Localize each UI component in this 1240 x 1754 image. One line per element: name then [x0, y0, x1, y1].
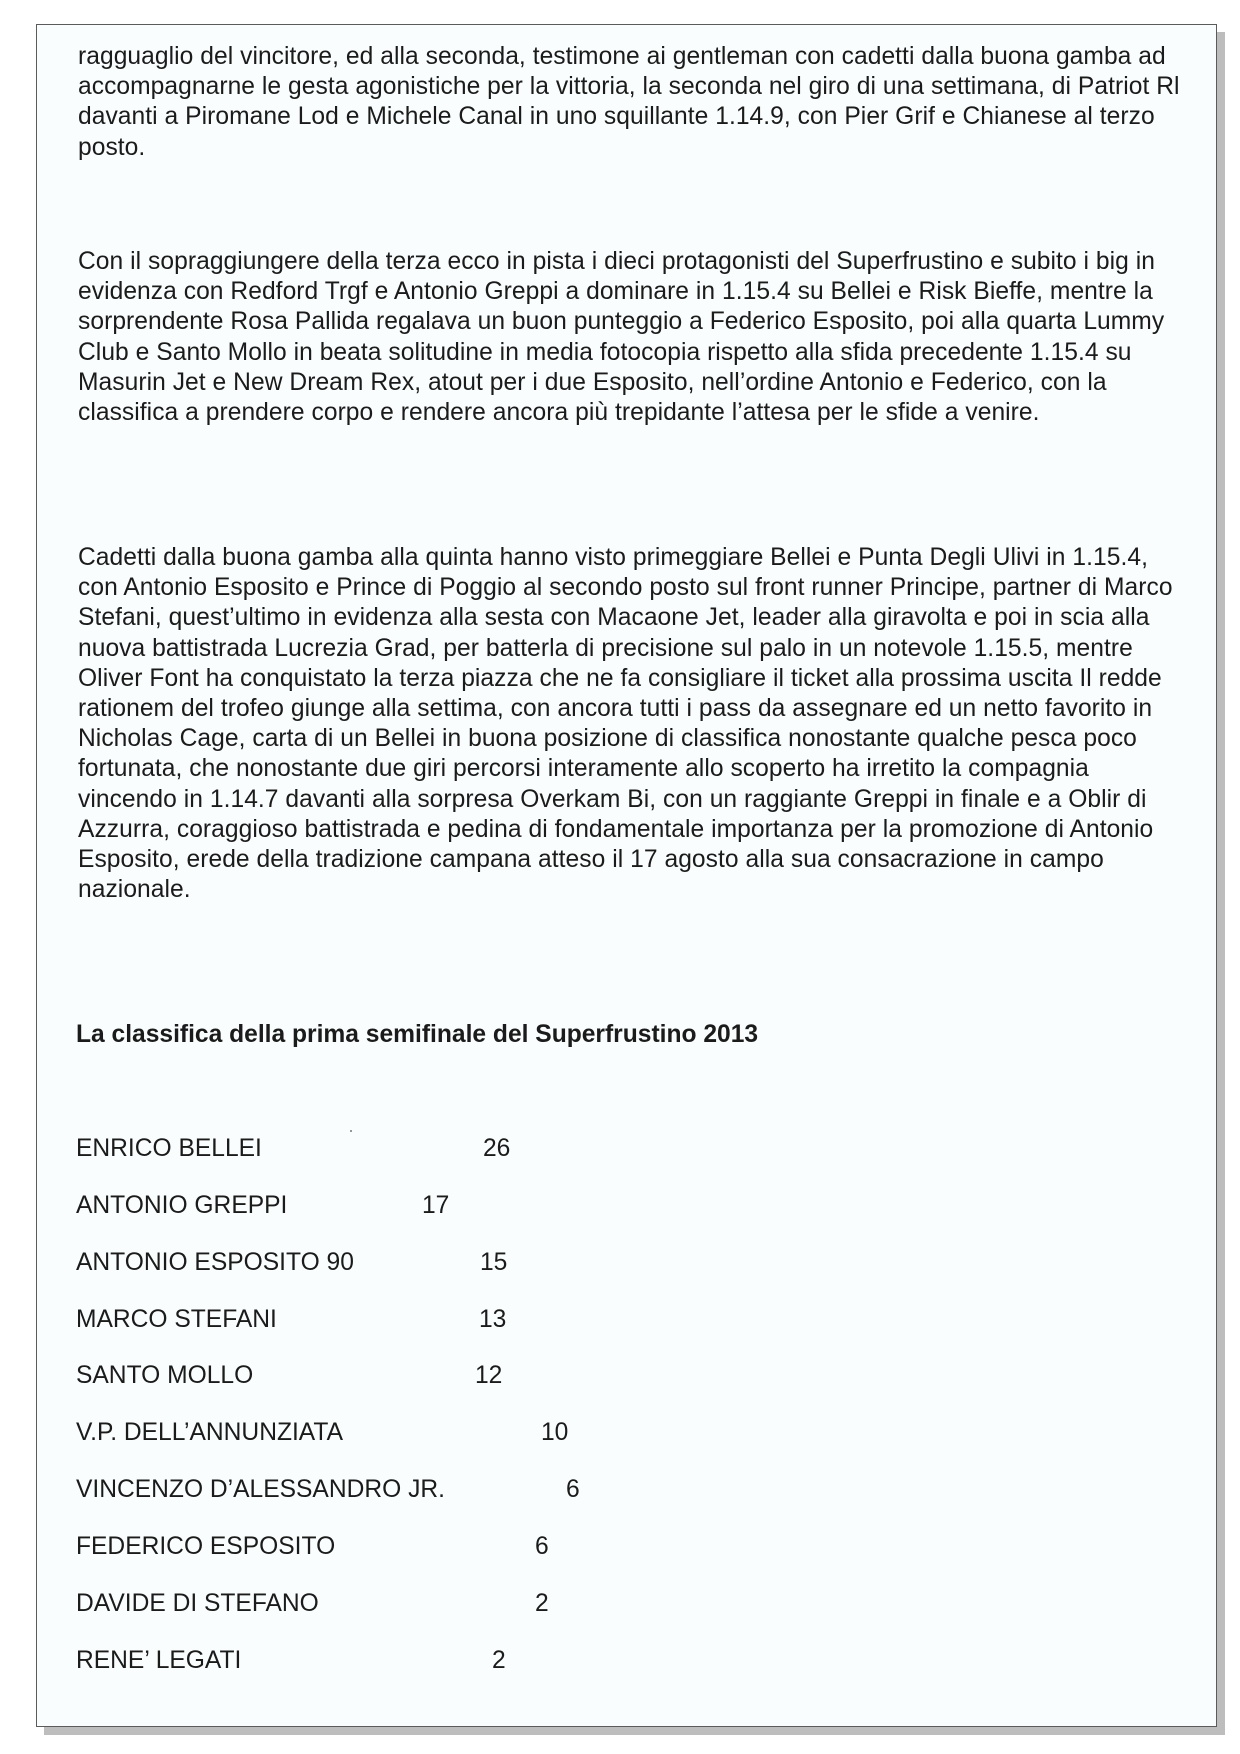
standings-row	[37, 1135, 1218, 1167]
driver-name: V.P. DELL’ANNUNZIATA	[76, 1419, 343, 1446]
stray-dot	[350, 1130, 352, 1132]
driver-name: ENRICO BELLEI	[76, 1135, 262, 1162]
driver-points: 2	[492, 1647, 506, 1674]
driver-name: SANTO MOLLO	[76, 1362, 254, 1389]
driver-points: 6	[566, 1476, 580, 1503]
paragraph-3: Cadetti dalla buona gamba alla quinta hanno visto primeggiare Bellei e Punta Degli Ulivi in 1.15.4, con Antonio Esposito e Prince di Poggio al secondo posto sul front runner Principe, partner di Marco Stefani, quest’ultimo in evidenza alla sesta con Macaone Jet, leader alla giravolta e poi in scia alla nuova battistrada Lucrezia Grad, per batterla di precisione sul palo in un notevole 1.15.5, mentre Oliver Font ha conquistato la terza piazza che ne fa consigliare il ticket alla prossima uscita Il redde rationem del trofeo giunge alla settima, con ancora tutti i pass da assegnare ed un netto favorito in Nicholas Cage, carta di un Bellei in buona posizione di classifica nonostante qualche pesca poco fortunata, che nonostante due giri percorsi interamente allo scoperto ha irretito la compagnia vincendo in 1.14.7 davanti alla sorpresa Overkam Bi, con un raggiante Greppi in finale e a Oblir di Azzurra, coraggioso battistrada e pedina di fondamentale importanza per la promozione di Antonio Esposito, erede della tradizione campana atteso il 17 agosto alla sua consacrazione in campo nazionale.	[78, 544, 1173, 904]
standings-row	[37, 1192, 1218, 1224]
driver-name: ANTONIO ESPOSITO 90	[76, 1249, 354, 1276]
standings-row	[37, 1476, 1218, 1508]
standings-row	[37, 1249, 1218, 1281]
driver-points: 6	[535, 1533, 549, 1560]
paragraph-1: ragguaglio del vincitore, ed alla seconda, testimone ai gentleman con cadetti dalla buona gamba ad accompagnarne le gesta agonistiche per la vittoria, la seconda nel giro di una settimana, di Patriot Rl davanti a Piromane Lod e Michele Canal in uno squillante 1.14.9, con Pier Grif e Chianese al terzo posto.	[78, 43, 1180, 161]
driver-name: DAVIDE DI STEFANO	[76, 1590, 319, 1617]
driver-points: 15	[480, 1249, 508, 1276]
standings-title: La classifica della prima semifinale del Superfrustino 2013	[76, 1021, 759, 1048]
driver-name: ANTONIO GREPPI	[76, 1192, 288, 1219]
driver-points: 13	[479, 1306, 507, 1333]
driver-name: RENE’ LEGATI	[76, 1647, 242, 1674]
driver-name: MARCO STEFANI	[76, 1306, 277, 1333]
driver-points: 2	[535, 1590, 549, 1617]
driver-name: VINCENZO D’ALESSANDRO JR.	[76, 1476, 445, 1503]
standings-row	[37, 1362, 1218, 1394]
standings-row	[37, 1590, 1218, 1622]
driver-points: 17	[422, 1192, 450, 1219]
document-page	[36, 24, 1217, 1727]
driver-points: 12	[475, 1362, 503, 1389]
driver-points: 26	[483, 1135, 511, 1162]
standings-row	[37, 1306, 1218, 1338]
driver-points: 10	[541, 1419, 569, 1446]
standings-row	[37, 1533, 1218, 1565]
standings-row	[37, 1647, 1218, 1679]
driver-name: FEDERICO ESPOSITO	[76, 1533, 336, 1560]
paragraph-2: Con il sopraggiungere della terza ecco in pista i dieci protagonisti del Superfrustino e subito i big in evidenza con Redford Trgf e Antonio Greppi a dominare in 1.15.4 su Bellei e Risk Bieffe, mentre la sorprendente Rosa Pallida regalava un buon punteggio a Federico Esposito, poi alla quarta Lummy Club e Santo Mollo in beata solitudine in media fotocopia rispetto alla sfida precedente 1.15.4 su Masurin Jet e New Dream Rex, atout per i due Esposito, nell’ordine Antonio e Federico, con la classifica a prendere corpo e rendere ancora più trepidante l’attesa per le sfide a venire.	[78, 248, 1165, 427]
standings-row	[37, 1419, 1218, 1451]
